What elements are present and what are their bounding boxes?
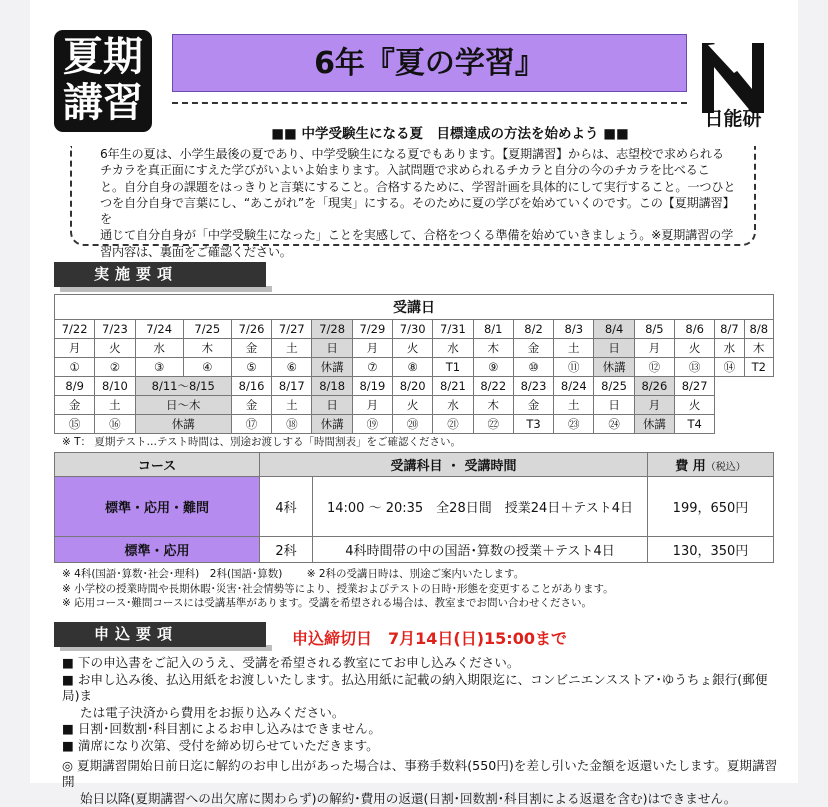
schedule-day: 金 (55, 396, 95, 415)
schedule-date: 8/7 (715, 320, 744, 339)
schedule-day: 木 (473, 396, 513, 415)
col-fee: 費 用（税込） (648, 453, 774, 477)
application-deadline: 申込締切日 7月14日(日)15:00まで (292, 629, 567, 648)
schedule-date: 8/19 (352, 377, 392, 396)
course-fee: 130，350円 (648, 537, 774, 563)
schedule-date: 8/23 (513, 377, 553, 396)
schedule-day: 土 (272, 339, 312, 358)
course-name: 標準・応用 (55, 537, 260, 563)
schedule-no: ⑮ (55, 415, 95, 434)
schedule-date: 8/27 (675, 377, 715, 396)
schedule-date: 7/29 (352, 320, 392, 339)
schedule-header: 受講日 (55, 295, 774, 320)
schedule-no: ③ (135, 358, 183, 377)
schedule-no: ㉔ (594, 415, 634, 434)
schedule-no: 休講 (135, 415, 231, 434)
schedule-date: 8/10 (95, 377, 135, 396)
schedule-day: 日 (594, 396, 634, 415)
course-subjects: 4科 (260, 477, 313, 537)
schedule-day: 月 (352, 339, 392, 358)
schedule-date: 8/26 (634, 377, 674, 396)
schedule-day: 日 (312, 396, 352, 415)
schedule-date: 8/4 (594, 320, 634, 339)
document-page (30, 0, 798, 806)
list-item: たは電子決済から費用をお振り込みください。 (80, 704, 345, 720)
schedule-day: 月 (634, 339, 674, 358)
test-note: ※ T： 夏期テスト…テスト時間は、別途お渡しする「時間割表」をご確認ください。 (62, 436, 462, 448)
schedule-no: ⑳ (393, 415, 433, 434)
schedule-day: 土 (554, 339, 594, 358)
schedule-no: ⑦ (352, 358, 392, 377)
course-table (54, 452, 774, 563)
col-subjects: 受講科目 ・ 受講時間 (260, 453, 648, 477)
schedule-day: 日〜木 (135, 396, 231, 415)
schedule-no: T4 (675, 415, 715, 434)
schedule-no: ⑧ (393, 358, 433, 377)
schedule-day: 土 (95, 396, 135, 415)
schedule-no: ㉓ (554, 415, 594, 434)
section-application-heading: 申込要項 (54, 622, 266, 647)
list-item: ■ 下の申込書をご記入のうえ、受講を希望される教室にてお申し込みください。 (62, 655, 520, 670)
schedule-no: T2 (744, 358, 773, 377)
schedule-no: 休講 (312, 415, 352, 434)
schedule-day: 木 (473, 339, 513, 358)
schedule-day: 土 (272, 396, 312, 415)
schedule-no: ⑬ (675, 358, 715, 377)
schedule-no: ⑰ (231, 415, 271, 434)
badge-line-2: 講習 (63, 80, 143, 126)
col-course: コース (55, 453, 260, 477)
schedule-date: 8/9 (55, 377, 95, 396)
schedule-day: 火 (675, 396, 715, 415)
course-notes: ※ 4科(国語･算数･社会･理科) 2科(国語･算数) ※ 2科の受講日時は、別途ご案内いたします。 ※ 小学校の授業時間や長期休暇･災害･社会情勢等により、授業およびテストの日時･形態を変更することがあります。 ※ 応用コース･難問コースには受講基準があります。受講を希望される場合は、教室までお問い合わせください。 (62, 568, 614, 609)
course-name: 標準・応用・難問 (55, 477, 260, 537)
schedule-day: 日 (312, 339, 352, 358)
schedule-no: ⑥ (272, 358, 312, 377)
schedule-no: T3 (513, 415, 553, 434)
schedule-day: 金 (513, 396, 553, 415)
badge-line-1: 夏期 (63, 34, 143, 80)
schedule-date: 7/28 (312, 320, 352, 339)
course-subjects: 2科 (260, 537, 313, 563)
list-item: 始日以降(夏期講習への出欠席に関わらず)の解約･費用の返還(日割･回数割･科目割による返還を含む)はできません。 (80, 790, 737, 806)
schedule-no: ⑯ (95, 415, 135, 434)
schedule-no: ㉒ (473, 415, 513, 434)
schedule-date: 7/27 (272, 320, 312, 339)
schedule-no: ⑫ (634, 358, 674, 377)
schedule-date: 7/24 (135, 320, 183, 339)
schedule-day: 月 (634, 396, 674, 415)
schedule-day: 火 (675, 339, 715, 358)
schedule-date: 8/3 (554, 320, 594, 339)
schedule-day: 火 (393, 396, 433, 415)
schedule-no: ⑱ (272, 415, 312, 434)
schedule-date: 7/31 (433, 320, 473, 339)
schedule-date: 8/5 (634, 320, 674, 339)
schedule-day: 水 (433, 339, 473, 358)
schedule-day: 水 (433, 396, 473, 415)
schedule-no: 休講 (312, 358, 352, 377)
course-detail: 4科時間帯の中の国語･算数の授業＋テスト4日 (313, 537, 648, 563)
schedule-day: 金 (231, 339, 271, 358)
logo-label: 日能研 (704, 108, 762, 130)
subtitle: ■■ 中学受験生になる夏 目標達成の方法を始めよう ■■ (271, 126, 629, 142)
schedule-no: ⑲ (352, 415, 392, 434)
schedule-day: 土 (554, 396, 594, 415)
title-divider (172, 102, 687, 104)
schedule-day: 月 (352, 396, 392, 415)
schedule-no: ④ (183, 358, 231, 377)
schedule-date: 7/30 (393, 320, 433, 339)
schedule-date: 8/16 (231, 377, 271, 396)
schedule-date: 7/22 (55, 320, 95, 339)
application-list (62, 655, 782, 807)
schedule-date: 8/1 (473, 320, 513, 339)
schedule-date: 8/8 (744, 320, 773, 339)
summer-course-badge (54, 30, 152, 132)
schedule-no: ② (95, 358, 135, 377)
schedule-no: ① (55, 358, 95, 377)
schedule-day: 木 (744, 339, 773, 358)
schedule-table (54, 294, 774, 434)
schedule-day: 火 (393, 339, 433, 358)
schedule-no: ⑤ (231, 358, 271, 377)
schedule-date: 8/21 (433, 377, 473, 396)
schedule-date: 8/2 (513, 320, 553, 339)
list-item: ■ 満席になり次第、受付を締め切らせていただきます。 (62, 737, 379, 753)
schedule-date: 8/17 (272, 377, 312, 396)
section-implementation-heading: 実施要項 (54, 262, 266, 287)
schedule-no: ㉑ (433, 415, 473, 434)
schedule-date: 8/24 (554, 377, 594, 396)
schedule-date: 7/25 (183, 320, 231, 339)
schedule-no: ⑩ (513, 358, 553, 377)
schedule-no: ⑪ (554, 358, 594, 377)
schedule-date: 8/11〜8/15 (135, 377, 231, 396)
schedule-day: 月 (55, 339, 95, 358)
schedule-no: ⑭ (715, 358, 744, 377)
schedule-date: 8/25 (594, 377, 634, 396)
schedule-day: 金 (231, 396, 271, 415)
schedule-date: 8/20 (393, 377, 433, 396)
course-detail: 14:00 ～ 20:35 全28日間 授業24日＋テスト4日 (313, 477, 648, 537)
intro-text: 6年生の夏は、小学生最後の夏であり、中学受験生になる夏でもあります。【夏期講習】からは、志望校で求められる チカラを真正面にすえた学びがいよいよ始まります。入試問題で求められるチカラと自分の今のチカラを比べるこ と。自分自身の課題をはっきりと言葉にすること。合格するために、学習計画を具体的にして実行すること。一つひと つを自分自身で言葉にし、“あこがれ”を「現実」にする。そのために夏の学びを始めていくのです。この【夏期講習】を 通じて自分自身が「中学受験生になった」ことを実感して、合格をつくる準備を始めていきましょう。※夏期講習の学 習内容は、裏面をご確認ください。 (100, 147, 736, 259)
list-item: ◎ 夏期講習開始日前日迄に解約のお申し出があった場合は、事務手数料(550円)を差し引いた金額を返還いたします。夏期講習開 (62, 757, 778, 790)
page-title: 6年『夏の学習』 (172, 34, 687, 92)
schedule-no: ⑨ (473, 358, 513, 377)
course-fee: 199，650円 (648, 477, 774, 537)
schedule-day: 火 (95, 339, 135, 358)
schedule-no: 休講 (594, 358, 634, 377)
list-item: ■ お申し込み後、払込用紙をお渡しいたします。払込用紙に記載の納入期限迄に、コンビニエンスストア･ゆうちょ銀行(郵便局)ま (62, 671, 768, 704)
schedule-date: 7/26 (231, 320, 271, 339)
list-item: ■ 日割･回数割･科目割によるお申し込みはできません。 (62, 721, 381, 737)
schedule-day: 日 (594, 339, 634, 358)
schedule-date: 8/18 (312, 377, 352, 396)
schedule-date: 8/22 (473, 377, 513, 396)
schedule-day: 木 (183, 339, 231, 358)
schedule-day: 水 (715, 339, 744, 358)
schedule-date: 7/23 (95, 320, 135, 339)
schedule-no: T1 (433, 358, 473, 377)
schedule-day: 金 (513, 339, 553, 358)
schedule-date: 8/6 (675, 320, 715, 339)
schedule-day: 水 (135, 339, 183, 358)
schedule-no: 休講 (634, 415, 674, 434)
